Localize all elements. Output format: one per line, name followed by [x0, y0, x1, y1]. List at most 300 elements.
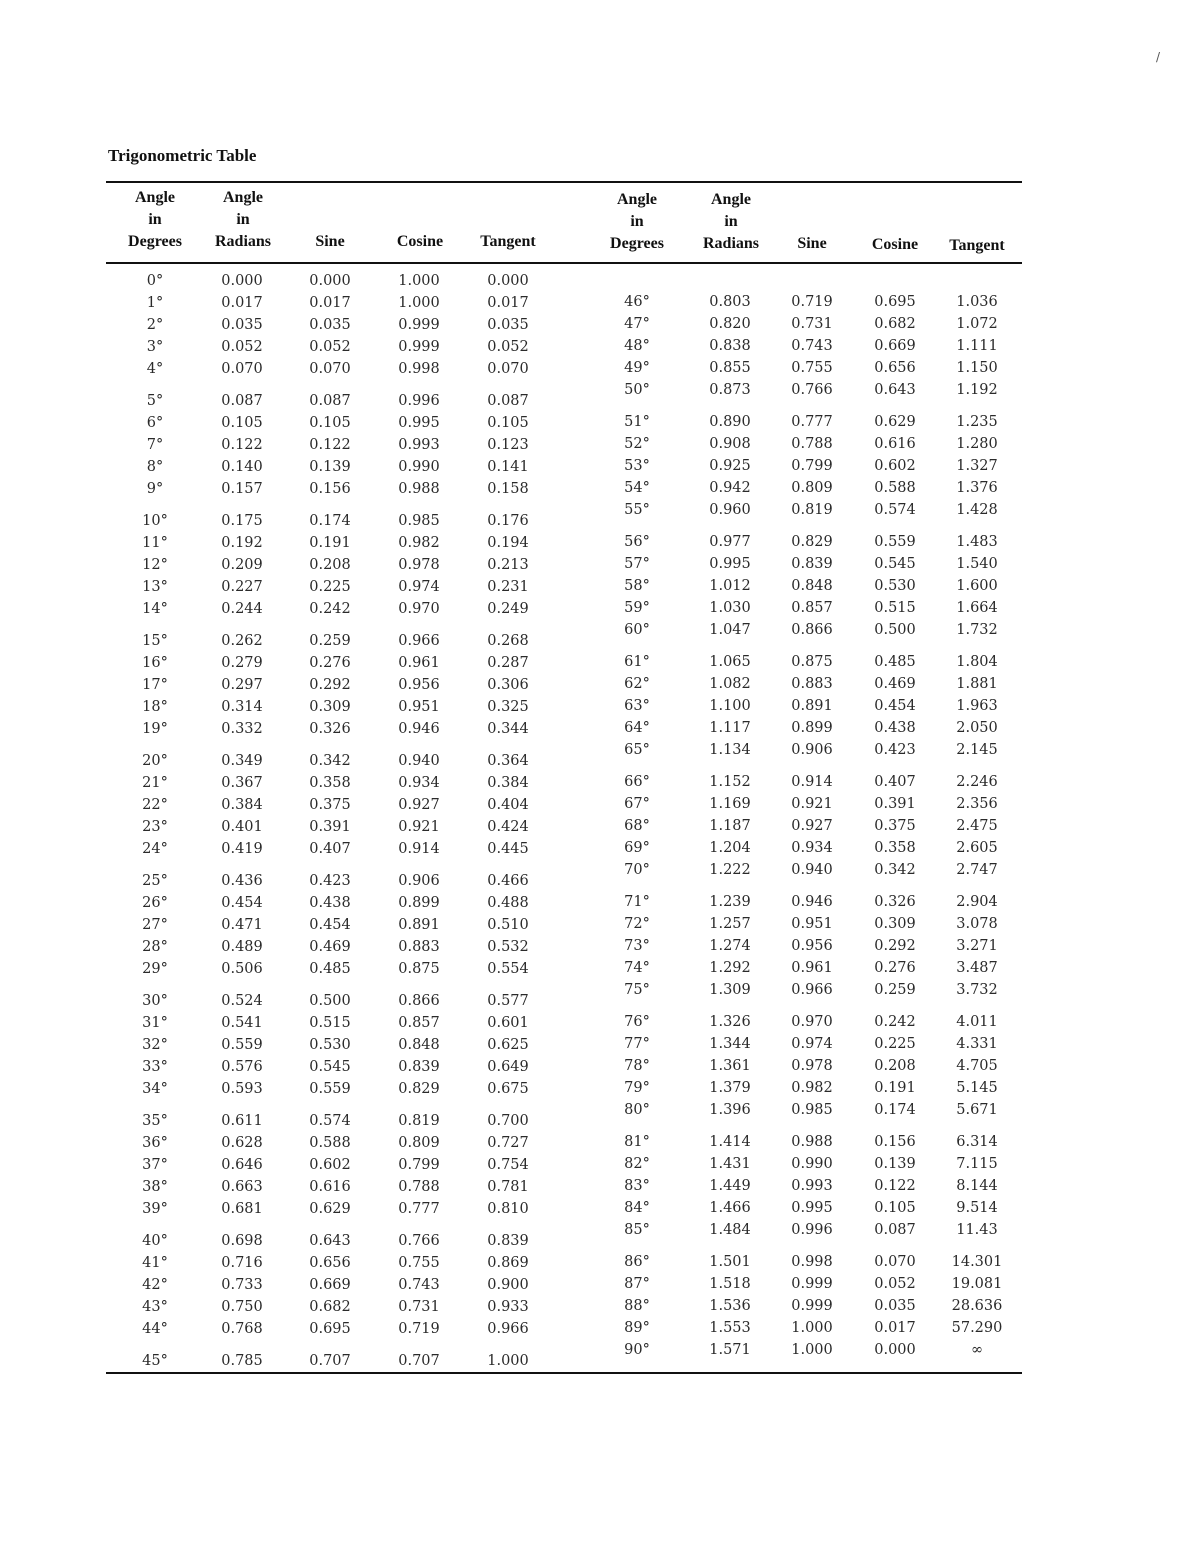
- angle-degrees-cell: 15°: [142, 633, 168, 649]
- sine-cell: 0.777: [791, 414, 833, 430]
- header-right-angle-radians: [691, 189, 771, 255]
- cosine-cell: 0.530: [874, 578, 916, 594]
- tangent-cell: 0.194: [487, 535, 529, 551]
- cosine-cell: 0.515: [874, 600, 916, 616]
- angle-degrees-cell: 89°: [624, 1320, 650, 1336]
- tangent-cell: 7.115: [956, 1156, 998, 1172]
- header-right-tangent: Tangent: [949, 237, 1005, 254]
- angle-degrees-cell: 61°: [624, 654, 650, 670]
- sine-cell: 0.358: [309, 775, 351, 791]
- angle-radians-cell: 0.017: [221, 295, 263, 311]
- cosine-cell: 0.545: [874, 556, 916, 572]
- cosine-cell: 0.407: [874, 774, 916, 790]
- sine-cell: 0.934: [791, 840, 833, 856]
- tangent-cell: 2.246: [956, 774, 998, 790]
- header-line: Radians: [702, 235, 760, 252]
- tangent-cell: 0.727: [487, 1135, 529, 1151]
- angle-radians-cell: 0.489: [221, 939, 263, 955]
- tangent-cell: 1.804: [956, 654, 998, 670]
- cosine-cell: 0.829: [398, 1081, 440, 1097]
- tangent-cell: 0.404: [487, 797, 529, 813]
- sine-cell: 0.799: [791, 458, 833, 474]
- tangent-cell: 1.540: [956, 556, 998, 572]
- tangent-cell: 0.123: [487, 437, 529, 453]
- tangent-cell: 2.605: [956, 840, 998, 856]
- sine-cell: 0.999: [791, 1276, 833, 1292]
- sine-cell: 0.906: [791, 742, 833, 758]
- cosine-cell: 0.788: [398, 1179, 440, 1195]
- tangent-cell: 0.554: [487, 961, 529, 977]
- angle-radians-cell: 0.000: [221, 273, 263, 289]
- angle-radians-cell: 1.553: [709, 1320, 751, 1336]
- angle-degrees-cell: 3°: [146, 339, 164, 355]
- sine-cell: 0.438: [309, 895, 351, 911]
- sine-cell: 0.156: [309, 481, 351, 497]
- tangent-cell: 0.105: [487, 415, 529, 431]
- cosine-cell: 0.978: [398, 557, 440, 573]
- angle-degrees-cell: 24°: [142, 841, 168, 857]
- tangent-cell: 2.475: [956, 818, 998, 834]
- sine-cell: 0.629: [309, 1201, 351, 1217]
- cosine-cell: 0.035: [874, 1298, 916, 1314]
- sine-cell: 0.914: [791, 774, 833, 790]
- angle-degrees-cell: 87°: [624, 1276, 650, 1292]
- cosine-cell: 0.191: [874, 1080, 916, 1096]
- cosine-cell: 0.883: [398, 939, 440, 955]
- cosine-cell: 0.985: [398, 513, 440, 529]
- sine-cell: 0.105: [309, 415, 351, 431]
- cosine-cell: 0.974: [398, 579, 440, 595]
- tangent-cell: 11.43: [956, 1222, 998, 1238]
- tangent-cell: 0.424: [487, 819, 529, 835]
- angle-degrees-cell: 17°: [142, 677, 168, 693]
- tangent-cell: 0.344: [487, 721, 529, 737]
- sine-cell: 0.883: [791, 676, 833, 692]
- sine-cell: 0.574: [309, 1113, 351, 1129]
- sine-cell: 0.974: [791, 1036, 833, 1052]
- sine-cell: 0.588: [309, 1135, 351, 1151]
- tangent-cell: 0.510: [487, 917, 529, 933]
- angle-radians-cell: 0.768: [221, 1321, 263, 1337]
- angle-radians-cell: 0.785: [221, 1353, 263, 1369]
- angle-radians-cell: 1.030: [709, 600, 751, 616]
- tangent-cell: 2.904: [956, 894, 998, 910]
- angle-degrees-cell: 44°: [142, 1321, 168, 1337]
- cosine-cell: 0.087: [874, 1222, 916, 1238]
- sine-cell: 0.052: [309, 339, 351, 355]
- angle-radians-cell: 0.750: [221, 1299, 263, 1315]
- angle-degrees-cell: 49°: [624, 360, 650, 376]
- angle-radians-cell: 1.274: [709, 938, 751, 954]
- cosine-cell: 0.588: [874, 480, 916, 496]
- cosine-cell: 0.017: [874, 1320, 916, 1336]
- angle-degrees-cell: 28°: [142, 939, 168, 955]
- angle-degrees-cell: 64°: [624, 720, 650, 736]
- cosine-cell: 0.999: [398, 317, 440, 333]
- sine-cell: 0.669: [309, 1277, 351, 1293]
- angle-radians-cell: 0.279: [221, 655, 263, 671]
- tangent-cell: 0.087: [487, 393, 529, 409]
- header-left-tangent: Tangent: [480, 233, 536, 250]
- angle-degrees-cell: 20°: [142, 753, 168, 769]
- sine-cell: 0.961: [791, 960, 833, 976]
- angle-radians-cell: 0.628: [221, 1135, 263, 1151]
- angle-degrees-cell: 50°: [624, 382, 650, 398]
- angle-degrees-cell: 62°: [624, 676, 650, 692]
- angle-degrees-cell: 68°: [624, 818, 650, 834]
- angle-degrees-cell: 43°: [142, 1299, 168, 1315]
- sine-cell: 0.225: [309, 579, 351, 595]
- angle-degrees-cell: 30°: [142, 993, 168, 1009]
- cosine-cell: 0.423: [874, 742, 916, 758]
- angle-radians-cell: 0.942: [709, 480, 751, 496]
- angle-radians-cell: 1.187: [709, 818, 751, 834]
- sine-cell: 0.070: [309, 361, 351, 377]
- sine-cell: 0.766: [791, 382, 833, 398]
- angle-degrees-cell: 82°: [624, 1156, 650, 1172]
- cosine-cell: 0.899: [398, 895, 440, 911]
- tangent-cell: 8.144: [956, 1178, 998, 1194]
- angle-degrees-cell: 34°: [142, 1081, 168, 1097]
- angle-radians-cell: 0.890: [709, 414, 751, 430]
- angle-radians-cell: 0.436: [221, 873, 263, 889]
- sine-cell: 0.899: [791, 720, 833, 736]
- angle-radians-cell: 1.239: [709, 894, 751, 910]
- header-line: Degrees: [610, 235, 664, 252]
- angle-degrees-cell: 10°: [142, 513, 168, 529]
- angle-radians-cell: 1.117: [709, 720, 751, 736]
- sine-cell: 0.695: [309, 1321, 351, 1337]
- tangent-cell: 0.052: [487, 339, 529, 355]
- sine-cell: 0.602: [309, 1157, 351, 1173]
- sine-cell: 0.982: [791, 1080, 833, 1096]
- sine-cell: 0.643: [309, 1233, 351, 1249]
- cosine-cell: 0.629: [874, 414, 916, 430]
- header-line: in: [724, 213, 738, 230]
- angle-radians-cell: 1.257: [709, 916, 751, 932]
- sine-cell: 0.035: [309, 317, 351, 333]
- angle-radians-cell: 1.065: [709, 654, 751, 670]
- cosine-cell: 0.139: [874, 1156, 916, 1172]
- cosine-cell: 0.070: [874, 1254, 916, 1270]
- angle-degrees-cell: 84°: [624, 1200, 650, 1216]
- sine-cell: 0.755: [791, 360, 833, 376]
- angle-degrees-cell: 85°: [624, 1222, 650, 1238]
- tangent-cell: 0.966: [487, 1321, 529, 1337]
- angle-degrees-cell: 48°: [624, 338, 650, 354]
- angle-radians-cell: 0.960: [709, 502, 751, 518]
- angle-degrees-cell: 25°: [142, 873, 168, 889]
- sine-cell: 0.995: [791, 1200, 833, 1216]
- angle-degrees-cell: 90°: [624, 1342, 650, 1358]
- angle-radians-cell: 0.838: [709, 338, 751, 354]
- cosine-cell: 0.934: [398, 775, 440, 791]
- tangent-cell: 1.150: [956, 360, 998, 376]
- angle-radians-cell: 0.122: [221, 437, 263, 453]
- angle-radians-cell: 0.105: [221, 415, 263, 431]
- angle-degrees-cell: 58°: [624, 578, 650, 594]
- tangent-cell: 1.235: [956, 414, 998, 430]
- tangent-cell: 0.364: [487, 753, 529, 769]
- tangent-cell: 0.000: [487, 273, 529, 289]
- tangent-cell: 1.664: [956, 600, 998, 616]
- angle-degrees-cell: 79°: [624, 1080, 650, 1096]
- tangent-cell: 1.327: [956, 458, 998, 474]
- angle-radians-cell: 1.484: [709, 1222, 751, 1238]
- tangent-cell: 1.036: [956, 294, 998, 310]
- angle-radians-cell: 1.309: [709, 982, 751, 998]
- sine-cell: 0.985: [791, 1102, 833, 1118]
- angle-degrees-cell: 26°: [142, 895, 168, 911]
- cosine-cell: 1.000: [398, 295, 440, 311]
- cosine-cell: 0.819: [398, 1113, 440, 1129]
- angle-radians-cell: 0.087: [221, 393, 263, 409]
- angle-radians-cell: 0.611: [221, 1113, 263, 1129]
- cosine-cell: 0.669: [874, 338, 916, 354]
- angle-radians-cell: 1.536: [709, 1298, 751, 1314]
- cosine-cell: 0.961: [398, 655, 440, 671]
- cosine-cell: 0.921: [398, 819, 440, 835]
- tangent-cell: 2.356: [956, 796, 998, 812]
- angle-degrees-cell: 42°: [142, 1277, 168, 1293]
- cosine-cell: 0.966: [398, 633, 440, 649]
- cosine-cell: 0.438: [874, 720, 916, 736]
- angle-degrees-cell: 2°: [146, 317, 164, 333]
- cosine-cell: 0.616: [874, 436, 916, 452]
- tangent-cell: 4.331: [956, 1036, 998, 1052]
- sine-cell: 0.208: [309, 557, 351, 573]
- tangent-cell: 0.649: [487, 1059, 529, 1075]
- angle-radians-cell: 0.052: [221, 339, 263, 355]
- angle-degrees-cell: 35°: [142, 1113, 168, 1129]
- cosine-cell: 0.259: [874, 982, 916, 998]
- cosine-cell: 0.995: [398, 415, 440, 431]
- tangent-cell: 1.000: [487, 1353, 529, 1369]
- cosine-cell: 0.707: [398, 1353, 440, 1369]
- sine-cell: 0.990: [791, 1156, 833, 1172]
- angle-radians-cell: 0.541: [221, 1015, 263, 1031]
- tangent-cell: 0.839: [487, 1233, 529, 1249]
- header-left-cosine: Cosine: [396, 233, 444, 250]
- cosine-cell: 0.927: [398, 797, 440, 813]
- angle-degrees-cell: 83°: [624, 1178, 650, 1194]
- cosine-cell: 0.276: [874, 960, 916, 976]
- angle-degrees-cell: 67°: [624, 796, 650, 812]
- angle-radians-cell: 0.244: [221, 601, 263, 617]
- tangent-cell: 1.072: [956, 316, 998, 332]
- angle-radians-cell: 1.449: [709, 1178, 751, 1194]
- cosine-cell: 0.656: [874, 360, 916, 376]
- cosine-cell: 0.906: [398, 873, 440, 889]
- sine-cell: 0.292: [309, 677, 351, 693]
- sine-cell: 0.999: [791, 1298, 833, 1314]
- sine-cell: 0.731: [791, 316, 833, 332]
- angle-degrees-cell: 19°: [142, 721, 168, 737]
- angle-degrees-cell: 5°: [146, 393, 164, 409]
- sine-cell: 0.927: [791, 818, 833, 834]
- angle-radians-cell: 1.571: [709, 1342, 751, 1358]
- cosine-cell: 0.755: [398, 1255, 440, 1271]
- angle-degrees-cell: 77°: [624, 1036, 650, 1052]
- cosine-cell: 0.342: [874, 862, 916, 878]
- tangent-cell: 2.145: [956, 742, 998, 758]
- angle-radians-cell: 1.396: [709, 1102, 751, 1118]
- tangent-cell: 0.017: [487, 295, 529, 311]
- tangent-cell: 0.306: [487, 677, 529, 693]
- angle-radians-cell: 0.349: [221, 753, 263, 769]
- header-right-cosine: Cosine: [871, 236, 919, 253]
- angle-degrees-cell: 41°: [142, 1255, 168, 1271]
- cosine-cell: 0.469: [874, 676, 916, 692]
- cosine-cell: 0.848: [398, 1037, 440, 1053]
- tangent-cell: 57.290: [951, 1320, 1003, 1336]
- angle-radians-cell: 1.169: [709, 796, 751, 812]
- header-left-sine: Sine: [315, 233, 345, 250]
- angle-radians-cell: 0.873: [709, 382, 751, 398]
- tangent-cell: 0.384: [487, 775, 529, 791]
- tangent-cell: 4.705: [956, 1058, 998, 1074]
- sine-cell: 0.707: [309, 1353, 351, 1369]
- cosine-cell: 0.988: [398, 481, 440, 497]
- tangent-cell: ∞: [970, 1342, 984, 1358]
- tangent-cell: 0.675: [487, 1081, 529, 1097]
- sine-cell: 0.829: [791, 534, 833, 550]
- cosine-cell: 0.602: [874, 458, 916, 474]
- header-right-sine: Sine: [797, 235, 827, 252]
- cosine-cell: 0.156: [874, 1134, 916, 1150]
- tangent-cell: 1.428: [956, 502, 998, 518]
- cosine-cell: 0.052: [874, 1276, 916, 1292]
- angle-degrees-cell: 38°: [142, 1179, 168, 1195]
- angle-radians-cell: 0.593: [221, 1081, 263, 1097]
- cosine-cell: 0.875: [398, 961, 440, 977]
- tangent-cell: 0.176: [487, 513, 529, 529]
- header-line: Radians: [214, 233, 272, 250]
- angle-degrees-cell: 55°: [624, 502, 650, 518]
- angle-degrees-cell: 75°: [624, 982, 650, 998]
- tangent-cell: 0.287: [487, 655, 529, 671]
- tangent-cell: 0.445: [487, 841, 529, 857]
- angle-degrees-cell: 27°: [142, 917, 168, 933]
- angle-degrees-cell: 63°: [624, 698, 650, 714]
- sine-cell: 0.342: [309, 753, 351, 769]
- sine-cell: 0.848: [791, 578, 833, 594]
- tangent-cell: 0.700: [487, 1113, 529, 1129]
- cosine-cell: 0.500: [874, 622, 916, 638]
- angle-degrees-cell: 53°: [624, 458, 650, 474]
- angle-degrees-cell: 8°: [146, 459, 164, 475]
- angle-degrees-cell: 74°: [624, 960, 650, 976]
- sine-cell: 0.788: [791, 436, 833, 452]
- angle-degrees-cell: 59°: [624, 600, 650, 616]
- header-line: in: [236, 211, 250, 228]
- angle-radians-cell: 0.698: [221, 1233, 263, 1249]
- angle-degrees-cell: 57°: [624, 556, 650, 572]
- angle-degrees-cell: 45°: [142, 1353, 168, 1369]
- angle-radians-cell: 0.803: [709, 294, 751, 310]
- cosine-cell: 0.993: [398, 437, 440, 453]
- angle-degrees-cell: 29°: [142, 961, 168, 977]
- angle-radians-cell: 0.908: [709, 436, 751, 452]
- tangent-cell: 0.268: [487, 633, 529, 649]
- angle-degrees-cell: 21°: [142, 775, 168, 791]
- angle-degrees-cell: 78°: [624, 1058, 650, 1074]
- header-left-angle-radians: [203, 187, 283, 253]
- cosine-cell: 0.970: [398, 601, 440, 617]
- angle-degrees-cell: 80°: [624, 1102, 650, 1118]
- angle-radians-cell: 1.326: [709, 1014, 751, 1030]
- angle-radians-cell: 1.344: [709, 1036, 751, 1052]
- sine-cell: 0.326: [309, 721, 351, 737]
- cosine-cell: 0.951: [398, 699, 440, 715]
- sine-cell: 0.857: [791, 600, 833, 616]
- cosine-cell: 0.242: [874, 1014, 916, 1030]
- tangent-cell: 0.532: [487, 939, 529, 955]
- tangent-cell: 14.301: [951, 1254, 1003, 1270]
- sine-cell: 0.891: [791, 698, 833, 714]
- sine-cell: 0.191: [309, 535, 351, 551]
- angle-radians-cell: 0.175: [221, 513, 263, 529]
- cosine-cell: 0.208: [874, 1058, 916, 1074]
- header-right-angle-degrees: [597, 189, 677, 255]
- angle-radians-cell: 1.431: [709, 1156, 751, 1172]
- angle-degrees-cell: 47°: [624, 316, 650, 332]
- angle-radians-cell: 1.379: [709, 1080, 751, 1096]
- sine-cell: 0.309: [309, 699, 351, 715]
- sine-cell: 0.743: [791, 338, 833, 354]
- cosine-cell: 0.454: [874, 698, 916, 714]
- angle-degrees-cell: 23°: [142, 819, 168, 835]
- cosine-cell: 0.326: [874, 894, 916, 910]
- tangent-cell: 3.732: [956, 982, 998, 998]
- cosine-cell: 0.839: [398, 1059, 440, 1075]
- header-line: Degrees: [128, 233, 182, 250]
- angle-degrees-cell: 71°: [624, 894, 650, 910]
- tangent-cell: 1.732: [956, 622, 998, 638]
- cosine-cell: 0.946: [398, 721, 440, 737]
- header-line: Angle: [223, 189, 263, 206]
- angle-degrees-cell: 0°: [146, 273, 164, 289]
- angle-radians-cell: 0.855: [709, 360, 751, 376]
- sine-cell: 0.656: [309, 1255, 351, 1271]
- tangent-cell: 1.280: [956, 436, 998, 452]
- sine-cell: 0.469: [309, 939, 351, 955]
- cosine-cell: 0.682: [874, 316, 916, 332]
- cosine-cell: 0.799: [398, 1157, 440, 1173]
- angle-degrees-cell: 18°: [142, 699, 168, 715]
- cosine-cell: 0.990: [398, 459, 440, 475]
- cosine-cell: 0.695: [874, 294, 916, 310]
- tangent-cell: 0.754: [487, 1157, 529, 1173]
- sine-cell: 0.500: [309, 993, 351, 1009]
- cosine-cell: 0.292: [874, 938, 916, 954]
- angle-degrees-cell: 81°: [624, 1134, 650, 1150]
- sine-cell: 0.017: [309, 295, 351, 311]
- angle-degrees-cell: 13°: [142, 579, 168, 595]
- tangent-cell: 1.881: [956, 676, 998, 692]
- angle-radians-cell: 1.518: [709, 1276, 751, 1292]
- sine-cell: 0.839: [791, 556, 833, 572]
- angle-degrees-cell: 76°: [624, 1014, 650, 1030]
- tangent-cell: 0.869: [487, 1255, 529, 1271]
- angle-degrees-cell: 60°: [624, 622, 650, 638]
- sine-cell: 0.875: [791, 654, 833, 670]
- angle-radians-cell: 1.204: [709, 840, 751, 856]
- tangent-cell: 0.070: [487, 361, 529, 377]
- angle-degrees-cell: 22°: [142, 797, 168, 813]
- angle-radians-cell: 1.012: [709, 578, 751, 594]
- sine-cell: 0.978: [791, 1058, 833, 1074]
